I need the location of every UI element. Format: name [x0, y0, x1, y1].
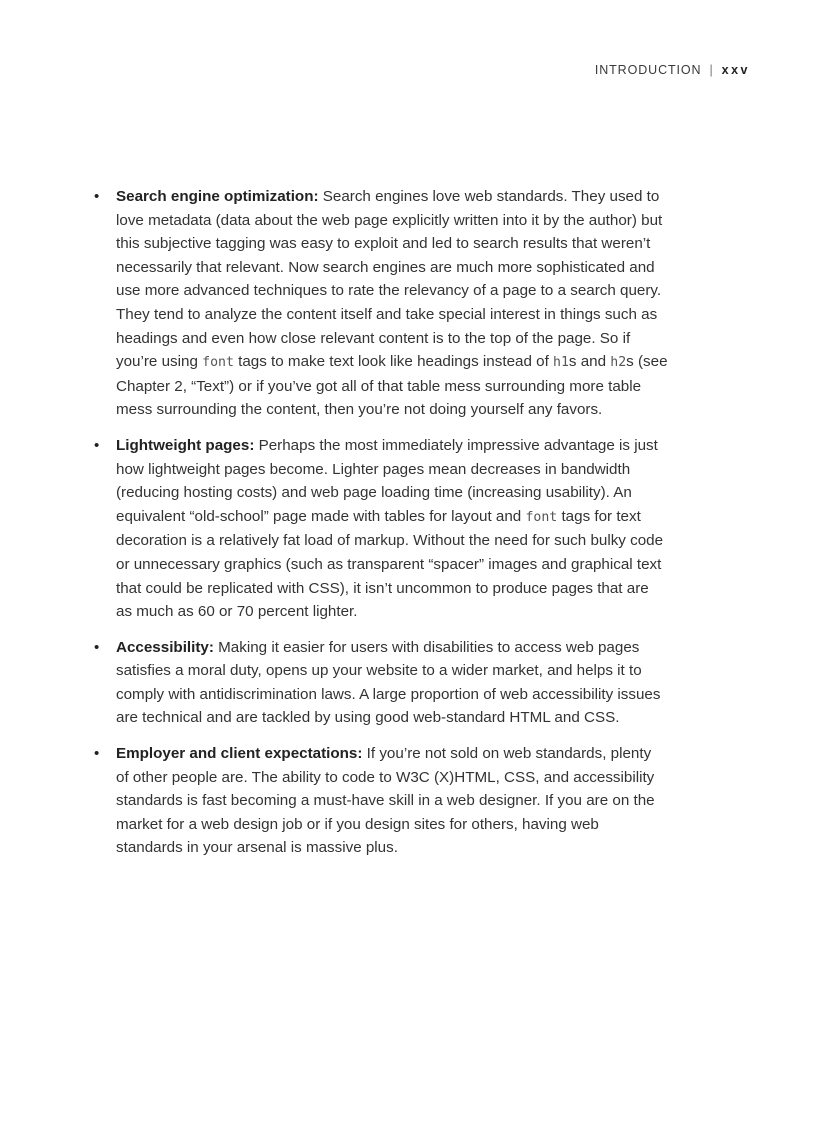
item-term: Lightweight pages: — [116, 436, 255, 454]
item-text: Search engines love web standards. They used to love metadata (data about the web page explicitly written into it by the author) but this subjective tagging was easy to exploit and led to search results that weren’t necessarily that relevant. Now search engines are much more sophisticated and use more advanced techniques to rate the relevancy of a page to a search query. They tend to analyze the content itself and take special interest in things such as headings and even how close relevant content is to the top of the page. So if you’re using — [116, 188, 663, 371]
item-term: Employer and client expectations: — [116, 745, 363, 763]
list-item-accessibility — [92, 636, 668, 730]
inline-code-h1: h1 — [553, 355, 569, 371]
item-text: Making it easier for users with disabilities to access web pages satisfies a moral duty, opens up your website to a wider market, and helps it to comply with antidiscrimination laws. A large proportion of web accessibility issues are technical and are tackled by using good web-standard HTML and CSS. — [116, 638, 661, 727]
list-item-employer-expectations — [92, 742, 668, 860]
header-separator: | — [709, 63, 714, 77]
bullet-icon: • — [94, 638, 100, 656]
item-text: If you’re not sold on web standards, plenty of other people are. The ability to code to W3C (X)HTML, CSS, and accessibility standards is fast becoming a must-have skill in a web designer. If you are on the market for a web design job or if you design sites for others, having web standards in your arsenal is massive plus. — [116, 745, 655, 857]
benefits-list — [92, 185, 668, 872]
page-number: xxv — [721, 63, 750, 77]
bullet-icon: • — [94, 188, 100, 205]
list-item-lightweight-pages — [92, 434, 668, 624]
inline-code-font: font — [525, 509, 558, 525]
item-text: tags to make text look like headings instead of — [233, 353, 554, 371]
item-text: s and — [568, 353, 611, 371]
item-term: Search engine optimization: — [116, 188, 319, 205]
inline-code-font: font — [202, 355, 234, 371]
section-title: INTRODUCTION — [594, 63, 702, 77]
running-header — [595, 63, 750, 77]
inline-code-h2: h2 — [610, 355, 627, 371]
item-text: s (see Chapter 2, “Text”) or if you’ve got all of that table mess surrounding more table mess surrounding the content, then you’re not doing yourself any favors. — [116, 353, 668, 419]
list-item-seo — [92, 185, 668, 422]
item-text: Perhaps the most immediately impressive advantage is just how lightweight pages become. Lighter pages mean decreases in bandwidth (reducing hosting costs) and web page loading time (increasing usability). An equivalent “old-school” page made with tables for layout and — [116, 436, 658, 525]
item-text: tags for text decoration is a relatively fat load of markup. Without the need for such bulky code or unnecessary graphics (such as transparent “spacer” images and graphical text that could be replicated with CSS), it isn’t uncommon to produce pages that are as much as 60 or 70 percent lighter. — [116, 507, 664, 621]
item-term: Accessibility: — [116, 638, 214, 656]
bullet-icon: • — [94, 436, 100, 454]
bullet-icon: • — [94, 745, 100, 763]
